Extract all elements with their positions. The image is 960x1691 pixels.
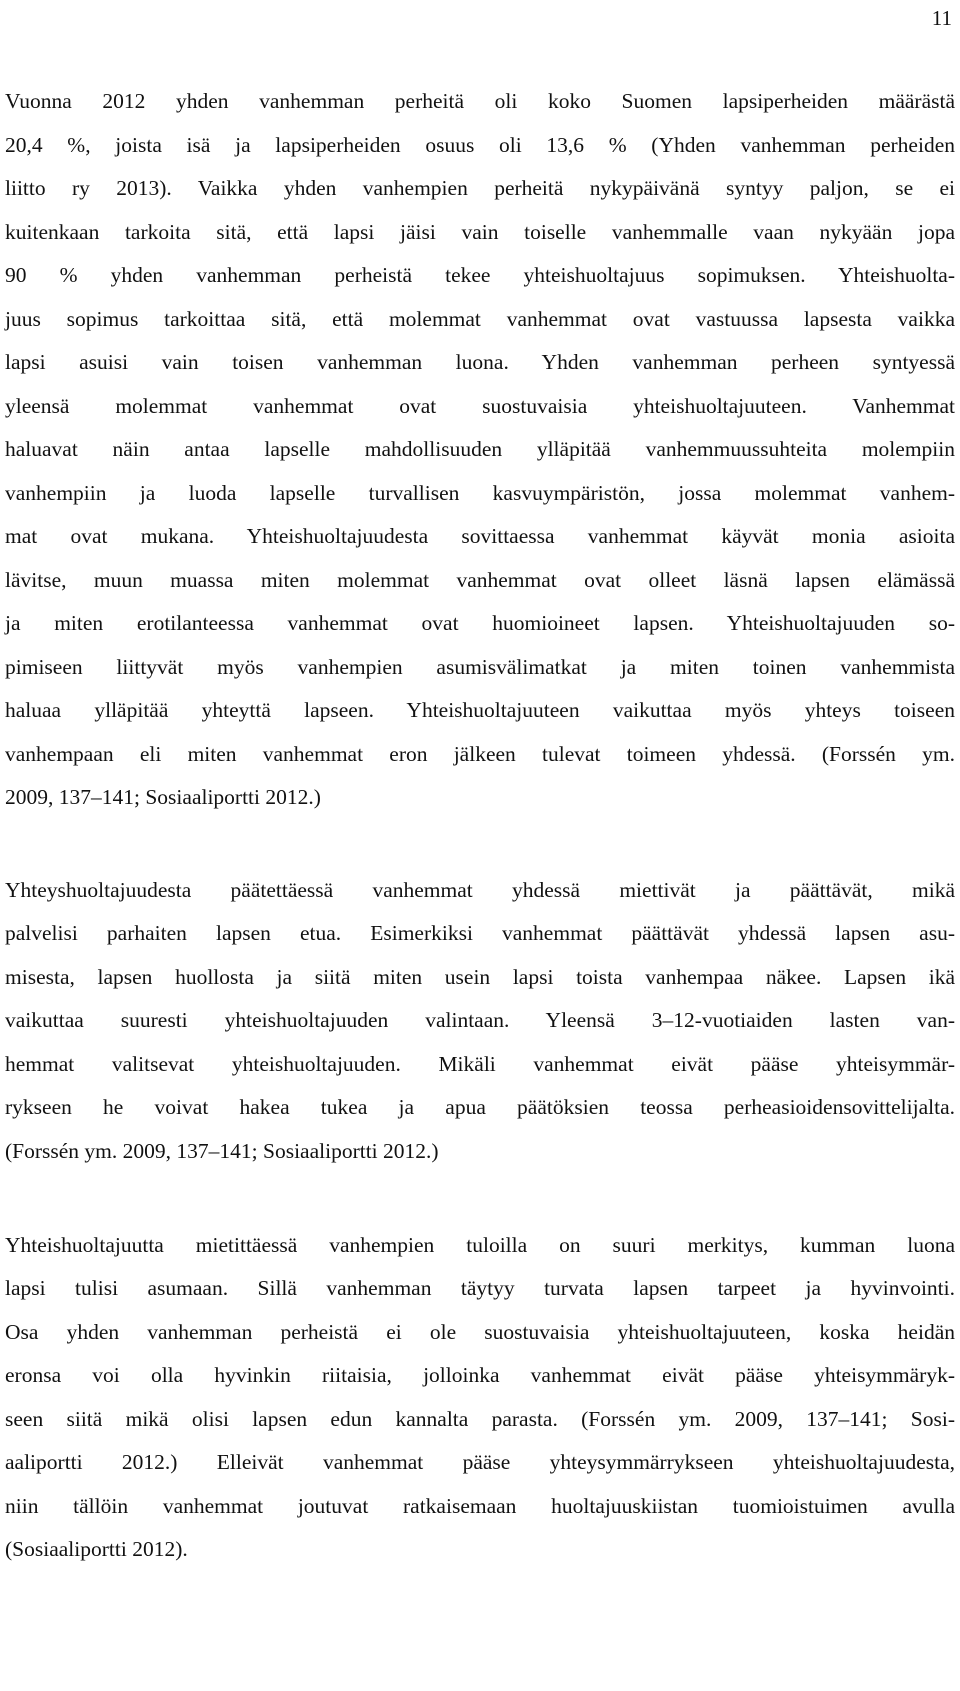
- text-line: rykseen he voivat hakea tukea ja apua päätöksien teossa perheasioidensovittelijalta.: [5, 1095, 955, 1119]
- text-line: Vuonna 2012 yhden vanhemman perheitä oli koko Suomen lapsiperheiden määrästä: [5, 89, 955, 113]
- text-line: palvelisi parhaiten lapsen etua. Esimerkiksi vanhemmat päättävät yhdessä lapsen asu-: [5, 921, 955, 945]
- text-line: hemmat valitsevat yhteishuoltajuuden. Mikäli vanhemmat eivät pääse yhteisymmär-: [5, 1052, 955, 1076]
- text-line: aaliportti 2012.) Elleivät vanhemmat pääse yhteysymmärrykseen yhteishuoltajuudesta,: [5, 1450, 955, 1474]
- text-line: vanhempaan eli miten vanhemmat eron jälkeen tulevat toimeen yhdessä. (Forssén ym.: [5, 742, 955, 766]
- text-line: ja miten erotilanteessa vanhemmat ovat huomioineet lapsen. Yhteishuoltajuuden so-: [5, 611, 955, 635]
- text-line: haluaa ylläpitää yhteyttä lapseen. Yhteishuoltajuuteen vaikuttaa myös yhteys toiseen: [5, 698, 955, 722]
- text-line: seen siitä mikä olisi lapsen edun kannalta parasta. (Forssén ym. 2009, 137–141; Sosi-: [5, 1407, 955, 1431]
- text-line: vanhempiin ja luoda lapselle turvallisen kasvuympäristön, jossa molemmat vanhem-: [5, 481, 955, 505]
- text-line: vaikuttaa suuresti yhteishuoltajuuden valintaan. Yleensä 3–12-vuotiaiden lasten van-: [5, 1008, 955, 1032]
- text-line: niin tällöin vanhemmat joutuvat ratkaisemaan huoltajuuskiistan tuomioistuimen avulla: [5, 1494, 955, 1518]
- text-line: yleensä molemmat vanhemmat ovat suostuvaisia yhteishuoltajuuteen. Vanhemmat: [5, 394, 955, 418]
- text-line: misesta, lapsen huollosta ja siitä miten usein lapsi toista vanhempaa näkee. Lapsen ikä: [5, 965, 955, 989]
- text-line: eronsa voi olla hyvinkin riitaisia, jolloinka vanhemmat eivät pääse yhteisymmäryk-: [5, 1363, 955, 1387]
- text-line: juus sopimus tarkoittaa sitä, että molemmat vanhemmat ovat vastuussa lapsesta vaikka: [5, 307, 955, 331]
- text-line: 20,4 %, joista isä ja lapsiperheiden osuus oli 13,6 % (Yhden vanhemman perheiden: [5, 133, 955, 157]
- page-number: 11: [931, 6, 952, 30]
- text-line: lapsi tulisi asumaan. Sillä vanhemman täytyy turvata lapsen tarpeet ja hyvinvointi.: [5, 1276, 955, 1300]
- text-line: liitto ry 2013). Vaikka yhden vanhempien perheitä nykypäivänä syntyy paljon, se ei: [5, 176, 955, 200]
- text-line: haluavat näin antaa lapselle mahdollisuuden ylläpitää vanhemmuussuhteita molempiin: [5, 437, 955, 461]
- text-line: lapsi asuisi vain toisen vanhemman luona. Yhden vanhemman perheen syntyessä: [5, 350, 955, 374]
- text-line: lävitse, muun muassa miten molemmat vanhemmat ovat olleet läsnä lapsen elämässä: [5, 568, 955, 592]
- text-line: (Forssén ym. 2009, 137–141; Sosiaaliportti 2012.): [5, 1139, 439, 1163]
- text-line: mat ovat mukana. Yhteishuoltajuudesta sovittaessa vanhemmat käyvät monia asioita: [5, 524, 955, 548]
- text-line: Yhteishuoltajuutta mietittäessä vanhempien tuloilla on suuri merkitys, kumman luona: [5, 1233, 955, 1257]
- text-line: 90 % yhden vanhemman perheistä tekee yhteishuoltajuus sopimuksen. Yhteishuolta-: [5, 263, 955, 287]
- text-line: pimiseen liittyvät myös vanhempien asumisvälimatkat ja miten toinen vanhemmista: [5, 655, 955, 679]
- text-line: kuitenkaan tarkoita sitä, että lapsi jäisi vain toiselle vanhemmalle vaan nykyään jopa: [5, 220, 955, 244]
- text-line: Yhteyshuoltajuudesta päätettäessä vanhemmat yhdessä miettivät ja päättävät, mikä: [5, 878, 955, 902]
- text-line: Osa yhden vanhemman perheistä ei ole suostuvaisia yhteishuoltajuuteen, koska heidän: [5, 1320, 955, 1344]
- text-line: 2009, 137–141; Sosiaaliportti 2012.): [5, 785, 321, 809]
- text-line: (Sosiaaliportti 2012).: [5, 1537, 188, 1561]
